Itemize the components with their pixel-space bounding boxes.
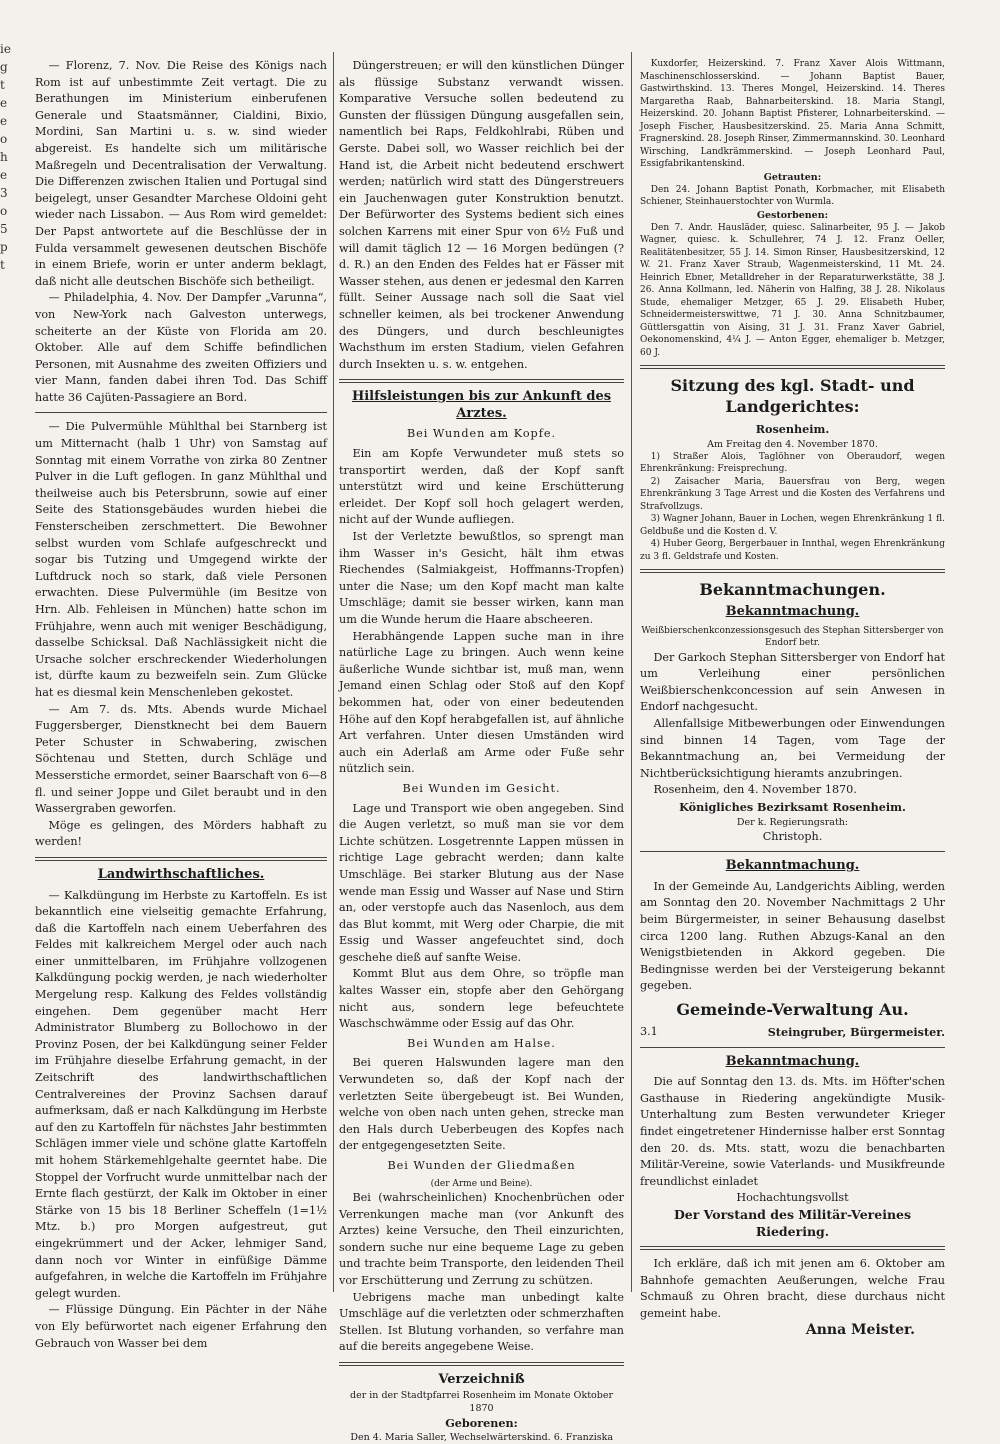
paragraph: Ist der Verletzte bewußtlos, so sprengt man ihm Wasser in's Gesicht, hält ihm etwas Riechendes (Salmiakgeist, Hoffmanns-Tropfen) unter die Nase; um den Kopf macht man kalte Umschläge; damit sie besser wirken, kann man um die Wunde herum die Haare abscheeren. [339, 530, 624, 626]
section-heading-hilfsleistungen: Hilfsleistungen bis zur Ankunft des Arztes. [351, 389, 612, 421]
getrauten-heading: Getrauten: [763, 171, 822, 183]
bekanntmachung-1-date: Rosenheim, den 4. November 1870. [653, 783, 857, 797]
bekanntmachung-1-signer: Christoph. [762, 829, 823, 843]
paragraph: Uebrigens mache man unbedingt kalte Umschläge auf die verletzten oder schmerzhaften Stellen. Ist Blutung vorhanden, so verfahre man auf die bereits angegebene Weise. [339, 1290, 624, 1354]
article-fluessige-duengung: — Flüssige Düngung. Ein Pächter in der Nähe von Ely befürwortet nach eigener Erfahrung den Gebrauch von Wasser bei dem [35, 1303, 327, 1350]
paragraph: Bei (wahrscheinlichen) Knochenbrüchen oder Verrenkungen mache man (vor Ankunft des Arztes) keine Versuche, den Theil einzurichten, sondern suche nur eine bequeme Lage zu geben und trachte beim Transporte, den leidenden Theil vor Erschütterung und Zerrung zu schützen. [339, 1191, 624, 1288]
paragraph: Die auf Sonntag den 13. ds. Mts. im Höfter'schen Gasthause in Riedering angekündigte Musik-Unterhaltung zum Besten verwundeter Krieger findet eingetretener Hindernisse halber erst Sonntag den 20. ds. Mts. statt, wozu die benachbarten Militär-Vereine, sowie Vaterlands- und Musikfreunde freundlichst einladet [640, 1075, 945, 1188]
sitzung-case: 4) Huber Georg, Bergerbauer in Innthal, wegen Ehrenkränkung zu 3 fl. Geldstrafe und Kosten. [640, 539, 945, 562]
news-mord-wish: Möge es gelingen, des Mörders habhaft zu werden! [35, 818, 327, 849]
sitzung-date: Am Freitag den 4. November 1870. [707, 438, 878, 450]
paragraph: Herabhängende Lappen suche man in ihre natürliche Lage zu bringen. Auch wenn keine äußerliche Wunde sichtbar ist, muß man, wenn Jemand einen Schlag oder Stoß auf den Kopf bekommen hat, oder von einer bedeutenden Höhe auf den Kopf herabgefallen ist, auf ähnliche Art verfahren. Unter diesen Umständen wird auch ein Aderlaß am Arme oder Fuße sehr nützlich sein. [339, 629, 624, 776]
divider [35, 857, 327, 861]
sitzung-case: 1) Straßer Alois, Taglöhner von Oberaudorf, wegen Ehrenkränkung: Freisprechung. [640, 451, 945, 475]
subheading-halse: Bei Wunden am Halse. [407, 1036, 556, 1050]
bekanntmachung-3-title: Bekanntmachung. [725, 1053, 860, 1069]
article-kalkduengung: — Kalkdüngung im Herbste zu Kartoffeln. Es ist bekanntlich eine vielseitig gemachte Erfahrung, daß die Kartoffeln nach einem Ueberfahren des Feldes mit kalkreichem Mergel oder auch nach einer unmittelbaren, im Frühjahre vollzogenen Kalkdüngung pockig werden, je nach wiederholter Mergelung resp. Kalkung des Feldes vollständig eingehen. Dem gegenüber macht Herr Administrator Blumberg zu Bollochowo in der Provinz Posen, der bei Kalkdüngung seiner Felder im Frühjahre dieselbe Erfahrung gemacht, in der Zeitschrift des landwirthschaftlichen Centralvereines der Provinz Sachsen darauf aufmerksam, daß er nach Kalkdüngung im Herbste auf den zu Kartoffeln für nächstes Jahr bestimmten Schlägen immer viele und schöne glatte Kartoffeln mit hohem Stärkemehlgehalte geerntet habe. Die Stoppel der Vorfrucht wurde unmittelbar nach der Ernte flach gestürzt, der Kalk im Oktober in einer Stärke von 15 bis 18 Berliner Scheffeln (1=1½ Mtz. b.) pro Morgen aufgestreut, gut eingekrümmert und der Acker, lehmiger Sand, dann noch vor Winter in einfüßige Dämme aufgefahren, in welche die Kartoffeln im Frühjahre gelegt wurden. [35, 888, 327, 1300]
divider [339, 379, 624, 383]
divider [35, 412, 327, 413]
geborenen-heading: Geborenen: [445, 1415, 518, 1430]
column-2 [339, 58, 624, 1444]
divider [640, 851, 945, 852]
bekanntmachungen-title: Bekanntmachungen. [699, 580, 886, 600]
erklaerung-signature: Anna Meister. [805, 1322, 915, 1339]
news-pulvermuehle: — Die Pulvermühle Mühlthal bei Starnberg ist um Mitternacht (halb 1 Uhr) von Samstag auf Sonntag mit einem Vorrathe von zirka 80 Zentner Pulver in die Luft geflogen. In ganz Mühlthal und theilweise auch bis Petersbrunn, sowie auf einer Seite des Stationsgebäudes wurden hiebei die Fensterscheiben zerschmettert. Die Bewohner selbst wurden vom Schlafe aufgeschreckt und sogar bis Tutzing und Umgegend wirkte der Luftdruck noch so stark, daß viele Personen erwachten. Diese Pulvermühle (im Besitze von Hrn. Alb. Fehleisen in München) hatte schon im Frühjahre, wenn auch mit weniger Beschädigung, dasselbe Schicksal. Daß Nachlässigkeit nicht die Ursache solcher erschreckender Wiederholungen ist, dürfte kaum zu bezweifeln sein. Zum Glücke hat es diesmal kein Menschenleben gekostet. [35, 420, 327, 699]
column-3 [640, 58, 945, 1339]
paragraph: Bei queren Halswunden lagere man den Verwundeten so, daß der Kopf nach der verletzten Seite übergebeugt ist. Bei Wunden, welche von oben nach unten gehen, strecke man den Hals durch Ueberbeugen des Kopfes nach der entgegengesetzten Seite. [339, 1056, 624, 1153]
paragraph: Ein am Kopfe Verwundeter muß stets so transportirt werden, daß der Kopf sanft unterstützt wird und keine Erschütterung erleidet. Der Kopf soll hoch gelagert werden, nicht auf der Wunde aufliegen. [339, 447, 624, 527]
geborenen-list: Den 4. Maria Saller, Wechselwärterskind. 6. Franziska [350, 1432, 614, 1444]
verzeichnis-title: Verzeichniß [438, 1372, 525, 1388]
sitzung-place: Rosenheim. [755, 422, 830, 436]
news-florenz: — Florenz, 7. Nov. Die Reise des Königs nach Rom ist auf unbestimmte Zeit vertagt. Die zu Berathungen im Ministerium einberufenen Generale und Staatsmänner, Cialdini, Bixio, Mordini, San Martini u. s. w. sind wieder abgereist. Es handelte sich um militärische Maßregeln und Decentralisation der Verwaltung. Die Differenzen zwischen Italien und Portugal sind beigelegt, unser Gesandter Marchese Oldoini geht wieder nach Lissabon. — Aus Rom wird gemeldet: Der Papst antwortete auf die Beschlüsse der in Fulda versammelt gewesenen deutschen Bischöfe in einem Briefe, worin er unter anderm beklagt, daß nicht alle deutschen Bischöfe sich betheiligt. [35, 59, 327, 288]
subheading-note: (der Arme und Beine). [430, 1178, 533, 1189]
erklaerung: Ich erkläre, daß ich mit jenen am 6. Oktober am Bahnhofe gemachten Aeußerungen, welche Frau Schmauß zu Ohren bracht, diese durchaus nicht gemeint habe. [640, 1257, 945, 1320]
divider [640, 365, 945, 369]
divider [640, 1047, 945, 1048]
bekanntmachung-3-org: Der Vorstand des Militär-Vereines Riedering. [673, 1206, 912, 1239]
divider [640, 1246, 945, 1250]
subheading-gesicht: Bei Wunden im Gesicht. [402, 781, 561, 795]
divider [339, 1362, 624, 1366]
column-1 [35, 58, 327, 1350]
bekanntmachung-2-number: 3.1 [640, 1024, 658, 1038]
paragraph: Lage und Transport wie oben angegeben. Sind die Augen verletzt, so muß man sie vor dem Lichte schützen. Losgetrennte Lappen müssen in richtige Lage gebracht werden; dann kalte Umschläge. Bei starker Blutung aus der Nase wende man Essig und Wasser auf Nase und Stirn an, oder verstopfe auch das Nasenloch, aus dem das Blut kommt, mit Werg oder Charpie, die mit Essig und Wasser angefeuchtet sind, doch geschehe dieß auf sanfte Weise. [339, 801, 624, 964]
section-heading-landwirthschaft: Landwirthschaftliches. [97, 866, 265, 882]
paragraph: In der Gemeinde Au, Landgerichts Aibling, werden am Sonntag den 20. November Nachmittags 2 Uhr beim Bürgermeister, in seiner Behausung daselbst circa 1200 lang. Ruthen Abzugs-Kanal an den Wenigstbietenden in Akkord gegeben. Die Bedingnisse werden bei der Versteigerung bekannt gegeben. [640, 879, 945, 993]
news-mord: — Am 7. ds. Mts. Abends wurde Michael Fuggersberger, Dienstknecht bei dem Bauern Peter Schuster in Schwabering, zwischen Söchtenau und Stetten, durch Schläge und Messerstiche ermordet, seiner Baarschaft von 6—8 fl. und seiner Joppe und Gilet beraubt und in den Wassergraben geworfen. [35, 702, 327, 816]
sitzung-title [640, 375, 945, 417]
column-divider [631, 52, 632, 1292]
getrauten-list: Den 24. Johann Baptist Ponath, Korbmacher, mit Elisabeth Schiener, Steinhauerstochter von Wurmla. [640, 184, 945, 207]
bekanntmachung-1-authority: Königliches Bezirksamt Rosenheim. [679, 800, 906, 815]
geborenen-list-cont: Kuxdorfer, Heizerskind. 7. Franz Xaver Alois Wittmann, Maschinenschlosserskind. — Johann Baptist Bauer, Gastwirthskind. 13. Theres Mongel, Heizerskind. 14. Theres Margaretha Raab, Bahnarbeiterskind. 18. Maria Stangl, Heizerskind. 20. Johann Baptist Pfisterer, Lohnarbeiterskind. — Joseph Fischer, Hausbesitzerskind. 25. Maria Anna Schmitt, Fragnerskind. 28. Joseph Rinser, Zimmermannskind. 30. Leonhard Wirsching, Landkrämmerskind. — Joseph Leonhard Paul, Essigfabrikantenskind. [640, 59, 945, 169]
bekanntmachung-3-greeting: Hochachtungsvollst [736, 1191, 849, 1205]
subheading-kopf: Bei Wunden am Kopfe. [406, 427, 557, 441]
bekanntmachung-2-signature [640, 1024, 945, 1041]
paragraph: Allenfallsige Mitbewerbungen oder Einwendungen sind binnen 14 Tagen, vom Tage der Bekanntmachung an, bei Vermeidung der Nichtberücksichtigung hieramts anzubringen. [640, 717, 945, 780]
sitzung-title-line1: Sitzung des kgl. Stadt- und [670, 376, 915, 395]
news-philadelphia: — Philadelphia, 4. Nov. Der Dampfer „Varunna“, von New-York nach Galveston unterwegs, scheiterte an der Küste von Florida am 20. Oktober. Alle auf dem Schiffe befindlichen Personen, mit Ausnahme des zweiten Offiziers und vier Mann, fanden dabei ihren Tod. Das Schiff hatte 36 Cajüten-Passagiere an Bord. [35, 291, 327, 404]
column-divider [333, 52, 334, 1292]
sitzung-case: 3) Wagner Johann, Bauer in Lochen, wegen Ehrenkränkung 1 fl. Geldbuße und die Kosten d. V. [640, 514, 945, 537]
bekanntmachung-1-title: Bekanntmachung. [725, 604, 860, 620]
subheading-gliedmassen: Bei Wunden der Gliedmaßen [387, 1159, 576, 1172]
sitzung-case: 2) Zaisacher Maria, Bauersfrau von Berg, wegen Ehrenkränkung 3 Tage Arrest und die Kosten des Verfahrens und Strafvollzugs. [640, 476, 945, 512]
sitzung-title-line2: Landgerichtes: [725, 397, 860, 416]
article-duengung-cont: Düngerstreuen; er will den künstlichen Dünger als flüssige Substanz verwandt wissen. Komparative Versuche sollen bedeutend zu Gunsten der flüssigen Düngung ausgefallen sein, namentlich bei Raps, Feldkohlrabi, Rüben und Gerste. Dabei soll, wo Wasser reichlich bei der Hand ist, die Arbeit nicht bedeutend erschwert werden; natürlich wird statt des Düngerstreuers ein Jauchenwagen guter Konstruktion benutzt. Der Befürworter des Systems bedient sich eines solchen Karrens mit einer Spur von 6½ Fuß und will damit täglich 12 — 16 Morgen bedüngen (? d. R.) an den Enden des Feldes hat er Fässer mit Wasser stehen, aus denen er jedesmal den Karren füllt. Seiner Aussage nach soll die Saat viel schneller keimen, als bei trockener Anwendung des Düngers, und durch beschleunigtes Wachsthum im ersten Stadium, vielen Gefahren durch Insekten u. s. w. entgehen. [339, 59, 624, 371]
bekanntmachung-2-org: Gemeinde-Verwaltung Au. [676, 999, 909, 1019]
gestorbenen-list: Den 7. Andr. Hausläder, quiesc. Salinarbeiter, 95 J. — Jakob Wagner, quiesc. k. Schullehrer, 74 J. 12. Franz Oeller, Realitätenbesitzer, 55 J. 14. Simon Rinser, Hausbesitzerskind, 12 W. 21. Franz Xaver Straub, Wagenmeisterskind, 11 Mt. 24. Heinrich Ebner, Metalldreher in der Reparaturwerkstätte, 38 J. 26. Anna Kollmann, led. Näherin von Halfing, 38 J. 28. Nikolaus Stude, ehemaliger Metzger, 65 J. 29. Elisabeth Huber, Schneidermeisterswittwe, 71 J. 30. Anna Schnitzbaumer, Güttlersgattin von Aising, 31 J. 31. Franz Xaver Gabriel, Oekonomenskind, 4¼ J. — Anton Egger, ehemaliger b. Metzger, 60 J. [640, 222, 945, 358]
bekanntmachung-2-title: Bekanntmachung. [725, 858, 860, 874]
bekanntmachung-2-signer: Steingruber, Bürgermeister. [767, 1024, 945, 1039]
paragraph: Der Garkoch Stephan Sittersberger von Endorf hat um Verleihung einer persönlichen Weißbierschenkconcession auf sein Anwesen in Endorf nachgesucht. [640, 650, 945, 714]
bekanntmachung-1-rank: Der k. Regierungsrath: [736, 816, 849, 828]
left-edge-fragments: ie g t e e o h e 3 o 5 p t [0, 42, 11, 272]
divider [640, 569, 945, 573]
gestorbenen-heading: Gestorbenen: [756, 209, 829, 221]
verzeichnis-subtitle: der in der Stadtpfarrei Rosenheim im Monate Oktober 1870 [350, 1389, 613, 1414]
paragraph: Kommt Blut aus dem Ohre, so tröpfle man kaltes Wasser ein, stopfe aber den Gehörgang nicht aus, sondern lege befeuchtete Waschschwämme oder Essig auf das Ohr. [339, 967, 624, 1031]
bekanntmachung-1-subject: Weißbierschenkconzessionsgesuch des Stephan Sittersberger von Endorf betr. [641, 625, 944, 649]
